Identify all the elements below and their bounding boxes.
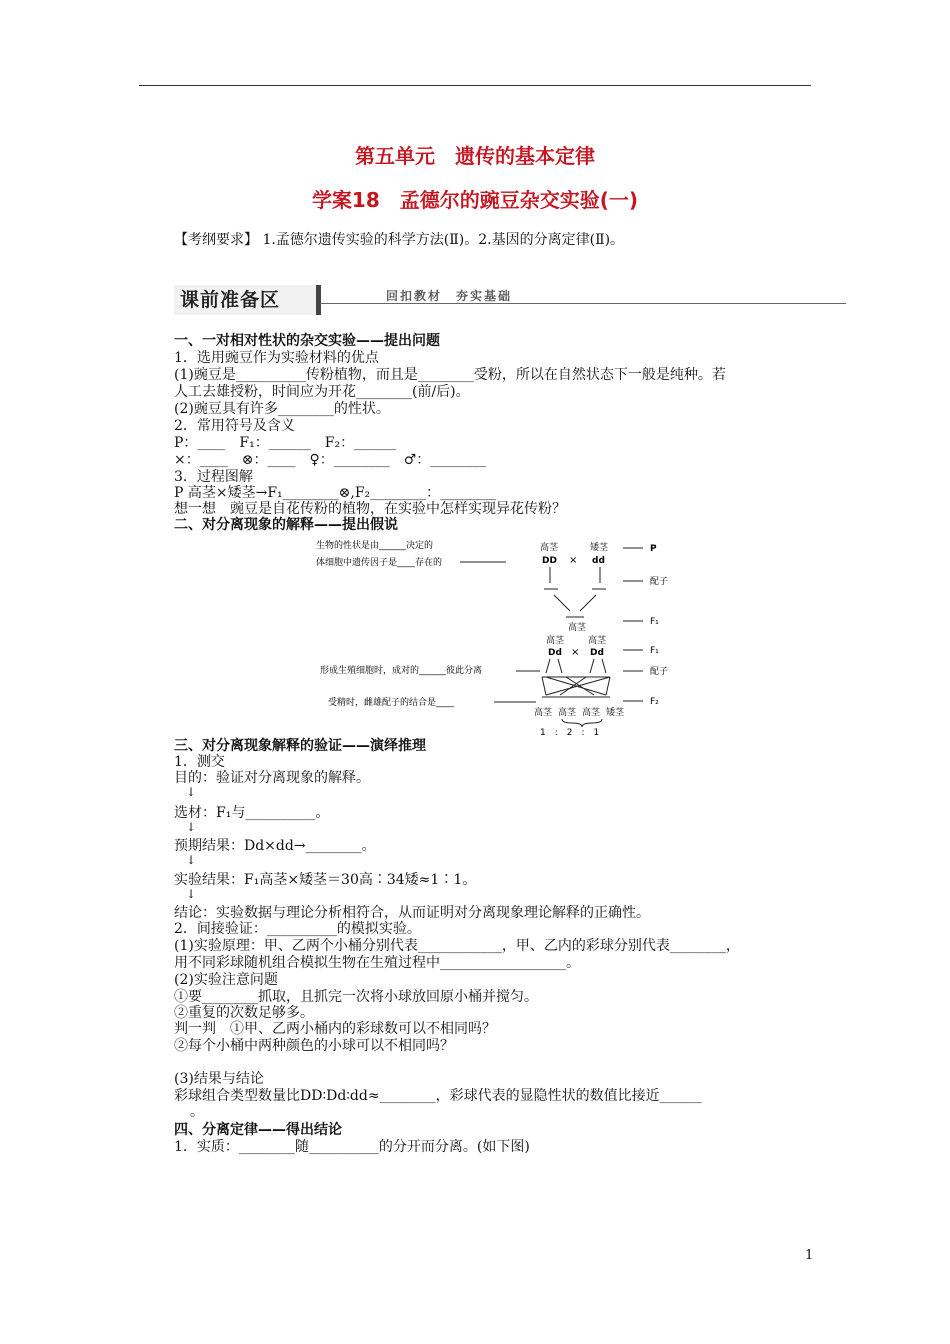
- diagram-label: 形成生殖细胞时，成对的______彼此分离: [320, 666, 483, 676]
- text-line: 1．实质：________随__________的分开而分离。(如下图): [174, 1139, 530, 1155]
- text-line: P 高茎×矮茎→F₁________⊗,F₂________：________: [174, 485, 497, 501]
- text-line: 1．选用豌豆作为实验材料的优点: [174, 350, 379, 366]
- diagram-label: DD: [542, 556, 557, 566]
- diagram-label: 高茎: [582, 708, 601, 718]
- text-line: 彩球组合类型数量比DD∶Dd∶dd≈________，彩球代表的显隐性状的数值比接近______: [174, 1088, 702, 1104]
- text-line: 选材：F₁与__________。: [174, 805, 330, 821]
- text-line: 目的：验证对分离现象的解释。: [174, 770, 370, 786]
- diagram-label: ×: [569, 555, 578, 566]
- diagram-label: P: [650, 544, 657, 554]
- diagram-label: 高茎: [558, 708, 577, 718]
- diagram-label: 高茎: [588, 636, 607, 646]
- text-line: 判一判 ①甲、乙两小桶内的彩球数可以不相同吗？: [174, 1021, 496, 1037]
- diagram-label: 受精时，雌雄配子的结合是____: [328, 698, 455, 708]
- down-arrow-icon: ↓: [186, 887, 197, 901]
- diagram-label: 配子: [650, 667, 669, 677]
- text-line: (2)豌豆具有许多________的性状。: [174, 401, 390, 417]
- text-line: 想一想 豌豆是自花传粉的植物，在实验中怎样实现异花传粉？: [174, 501, 566, 517]
- down-arrow-icon: ↓: [186, 785, 197, 799]
- banner-subtitle: 回扣教材 夯实基础: [386, 289, 513, 303]
- text-line: (1)实验原理：甲、乙两个小桶分别代表____________，甲、乙内的彩球分别代表________，: [174, 938, 740, 954]
- segregation-diagram: [310, 535, 690, 740]
- text-line: ②重复的次数足够多。: [174, 1005, 314, 1021]
- diagram-label: 体细胞中遗传因子是____存在的: [316, 558, 443, 568]
- diagram-label: 高茎: [568, 623, 587, 633]
- heading-3: 三、对分离现象解释的验证——演绎推理: [174, 738, 426, 754]
- diagram-label: F₁: [650, 646, 659, 656]
- text-line: 2．间接验证：__________的模拟实验。: [174, 921, 421, 937]
- heading-4: 四、分离定律——得出结论: [174, 1122, 342, 1138]
- exam-requirements: 【考纲要求】 1.孟德尔遗传实验的科学方法(Ⅱ)。2.基因的分离定律(Ⅱ)。: [174, 232, 625, 248]
- diagram-label: 高茎: [546, 636, 565, 646]
- diagram-label: 高茎: [534, 708, 553, 718]
- heading-2: 二、对分离现象的解释——提出假说: [174, 517, 398, 533]
- diagram-label: F₂: [650, 697, 659, 707]
- page-number: 1: [805, 1248, 814, 1263]
- lesson-title: 学案18 孟德尔的豌豆杂交实验(一): [311, 188, 639, 212]
- text-line: 结论：实验数据与理论分析相符合，从而证明对分离现象理论解释的正确性。: [174, 905, 650, 921]
- text-line: ②每个小桶中两种颜色的小球可以不相同吗？: [174, 1038, 454, 1054]
- text-line: 实验结果：F₁高茎×矮茎＝30高∶34矮≈1∶1。: [174, 872, 477, 888]
- text-line: (3)结果与结论: [174, 1071, 264, 1087]
- diagram-label: 1 : 2 : 1: [540, 728, 600, 738]
- diagram-label: Dd: [590, 648, 604, 658]
- diagram-label: 矮茎: [590, 543, 609, 553]
- text-line: 。: [190, 1104, 204, 1120]
- text-line: ×：____ ⊗：____ ♀：________ ♂：________: [174, 452, 487, 468]
- diagram-label: 矮茎: [606, 708, 625, 718]
- banner-title: 课前准备区: [174, 285, 321, 315]
- diagram-label: 生物的性状是由______决定的: [316, 541, 434, 551]
- diagram-label: F₁: [650, 617, 659, 627]
- text-line: 用不同彩球随机组合模拟生物在生殖过程中__________________。: [174, 955, 580, 971]
- text-line: ①要________抓取，且抓完一次将小球放回原小桶并搅匀。: [174, 989, 538, 1005]
- text-line: 3．过程图解: [174, 469, 253, 485]
- diagram-label: ×: [571, 647, 580, 658]
- unit-title: 第五单元 遗传的基本定律: [355, 144, 595, 168]
- down-arrow-icon: ↓: [186, 820, 197, 834]
- diagram-label: 高茎: [540, 543, 559, 553]
- section-banner: [174, 285, 846, 317]
- text-line: 人工去雄授粉，时间应为开花________(前/后)。: [174, 384, 470, 400]
- text-line: (2)实验注意问题: [174, 972, 278, 988]
- down-arrow-icon: ↓: [186, 853, 197, 867]
- diagram-label: dd: [592, 556, 605, 566]
- heading-1: 一、一对相对性状的杂交实验——提出问题: [174, 333, 440, 349]
- text-line: 1．测交: [174, 754, 225, 770]
- text-line: P：____ F₁：______ F₂：______: [174, 435, 397, 451]
- top-rule: [139, 85, 811, 86]
- text-line: 2．常用符号及含义: [174, 418, 295, 434]
- diagram-label: 配子: [650, 577, 669, 587]
- diagram-label: Dd: [548, 648, 562, 658]
- text-line: 预期结果：Dd×dd→________。: [174, 838, 376, 854]
- text-line: (1)豌豆是__________传粉植物，而且是________受粉，所以在自然状态下一般是纯种。若: [174, 367, 726, 383]
